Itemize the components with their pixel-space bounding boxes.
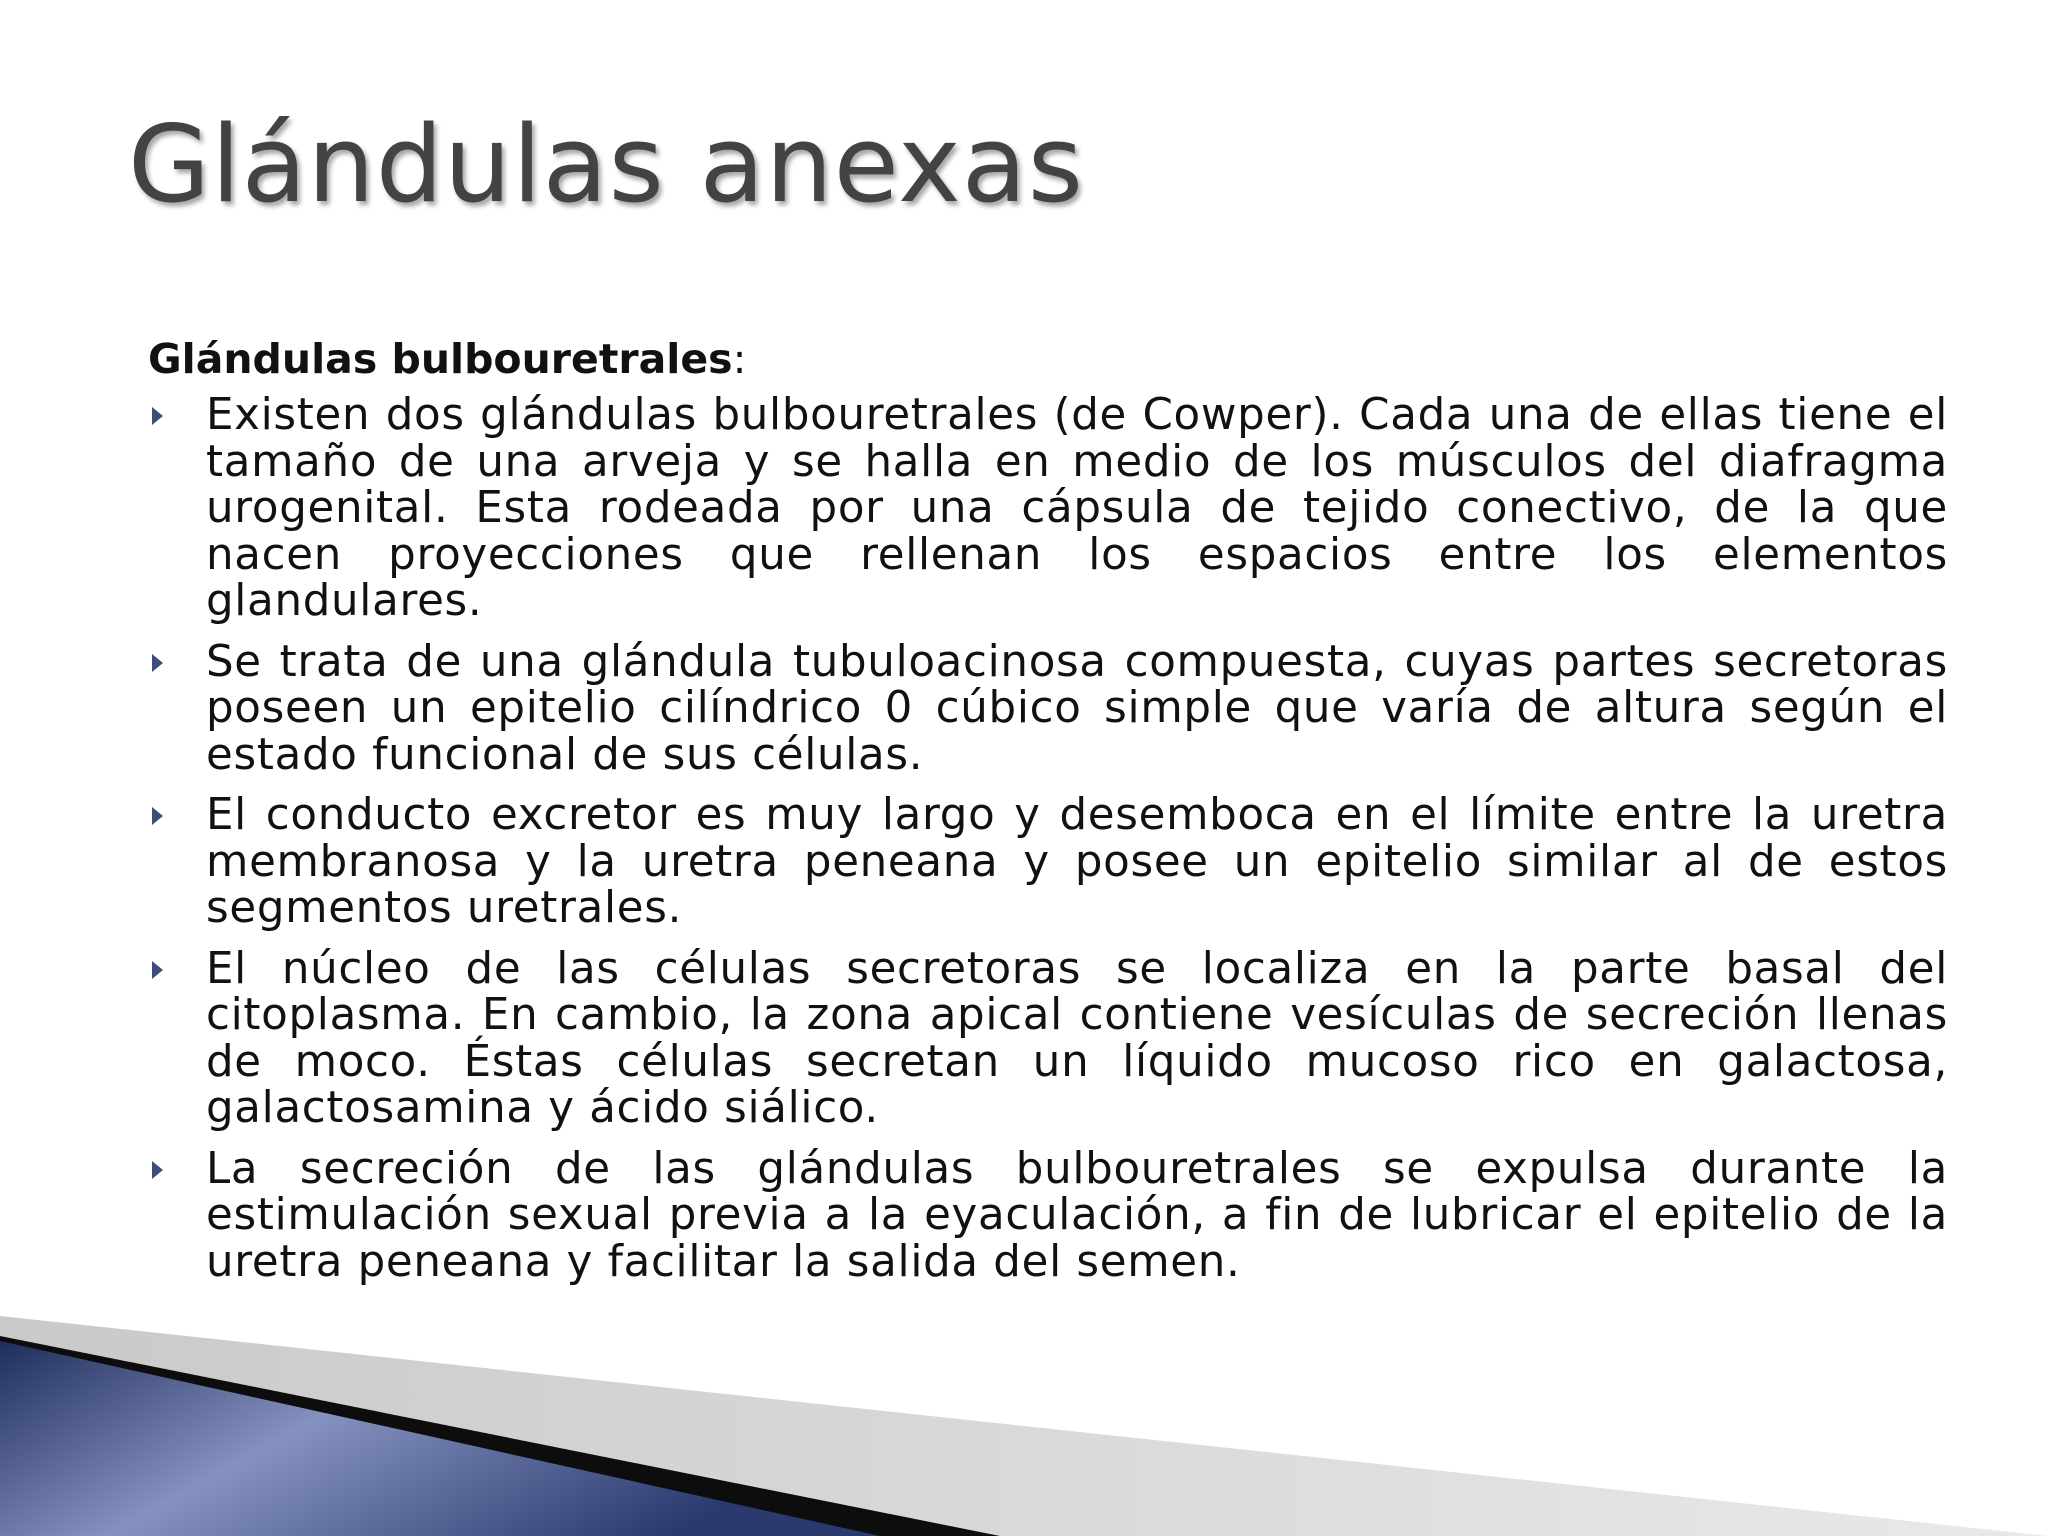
bullet-item [148,636,1948,780]
bullet-text: El núcleo de las células secretoras se localiza en la parte basal del citoplasma. En cambio, la zona apical contiene vesículas de secreción llenas de moco. Éstas células secretan un líquido mucoso rico en galactosa, galactosamina y ácido siálico. [206,943,1948,1133]
bullet-item [148,792,1948,932]
bullet-text: El conducto excretor es muy largo y desemboca en el límite entre la uretra membranosa y la uretra peneana y posee un epitelio similar al de estos segmentos uretrales. [206,790,1948,933]
triangle-bullet-icon [152,407,163,425]
blue-wave-band [0,1341,880,1536]
bullet-text: Se trata de una glándula tubuloacinosa compuesta, cuyas partes secretoras poseen un epitelio cilíndrico 0 cúbico simple que varía de altura según el estado funcional de sus células. [206,636,1948,780]
bullet-item [148,392,1948,625]
gray-wave-band [0,1316,2048,1536]
section-heading [148,330,1948,388]
bullet-text: La secreción de las glándulas bulbouretrales se expulsa durante la estimulación sexual previa a la eyaculación, a fin de lubricar el epitelio de la uretra peneana y facilitar la salida del semen. [206,1143,1948,1287]
corner-decoration [0,1276,2048,1536]
triangle-bullet-icon [152,807,163,825]
slide-title: Glándulas anexas [128,103,1084,226]
section-heading-colon: : [732,335,747,383]
triangle-bullet-icon [152,654,163,672]
section-heading-text: Glándulas bulbouretrales [148,335,733,383]
triangle-bullet-icon [152,961,163,979]
triangle-bullet-icon [152,1161,163,1179]
black-wave-band [0,1336,1000,1536]
bullet-item [148,943,1948,1133]
bullet-list [148,392,1948,1285]
slide-content [148,330,1948,1299]
bullet-text: Existen dos glándulas bulbouretrales (de Cowper). Cada una de ellas tiene el tamaño de una arveja y se halla en medio de los músculos del diafragma urogenital. Esta rodeada por una cápsula de tejido conectivo, de la que nacen proyecciones que rellenan los espacios entre los elementos glandulares. [206,390,1948,626]
bullet-item [148,1143,1948,1287]
